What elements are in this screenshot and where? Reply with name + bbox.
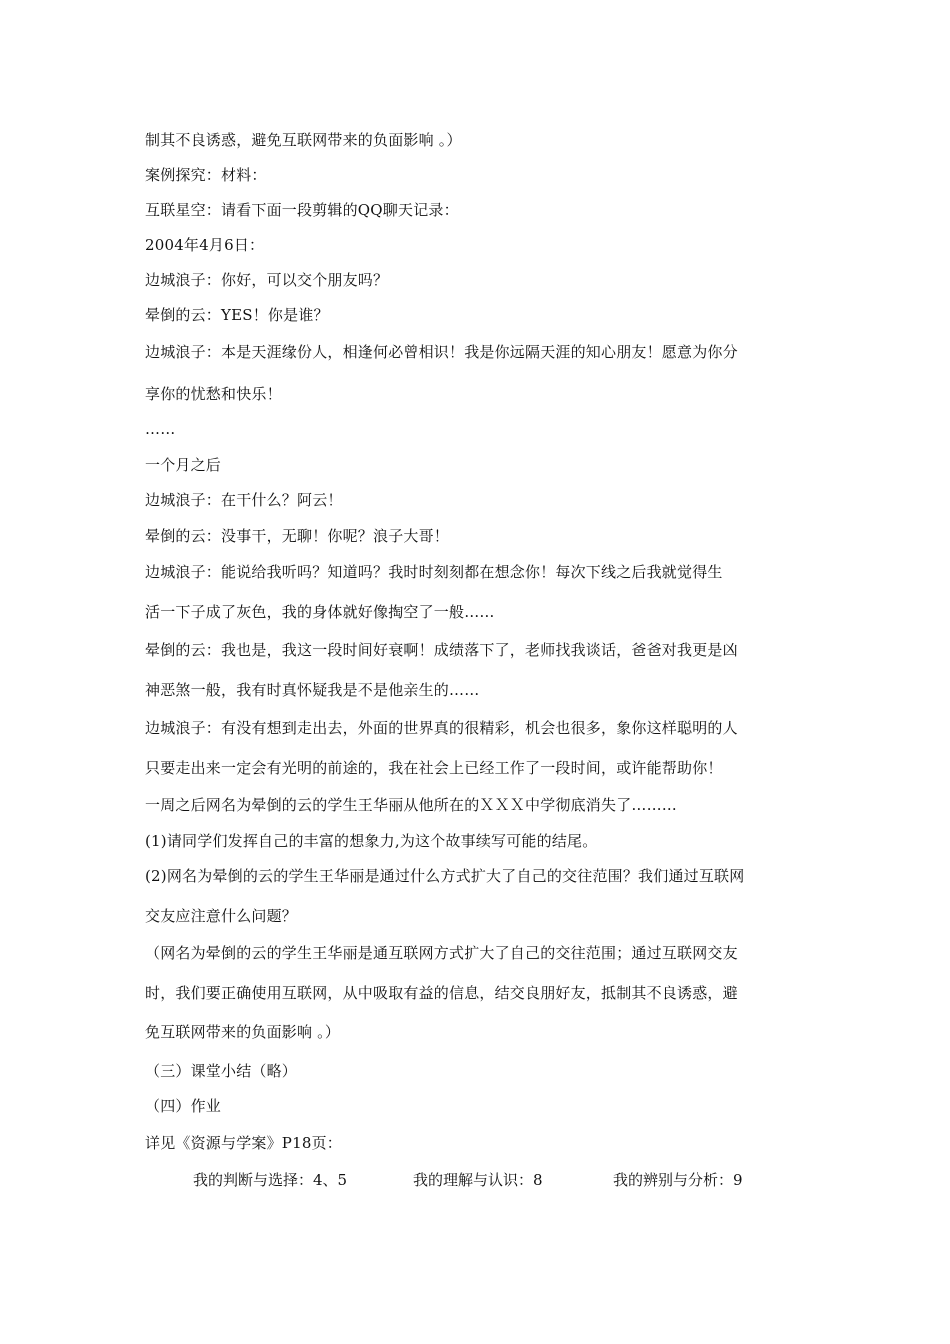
text-line: 享你的忧愁和快乐！ bbox=[145, 385, 282, 403]
text-line: 边城浪子：有没有想到走出去，外面的世界真的很精彩，机会也很多，象你这样聪明的人 bbox=[145, 719, 738, 737]
text-line: 晕倒的云：我也是，我这一段时间好衰啊！成绩落下了，老师找我谈话，爸爸对我更是凶 bbox=[145, 641, 738, 659]
text-line: 边城浪子：本是天涯缘份人，相逢何必曾相识！我是你远隔天涯的知心朋友！愿意为你分 bbox=[145, 343, 738, 361]
homework-item: 我的判断与选择：4、5 bbox=[193, 1171, 348, 1189]
text-line: 一个月之后 bbox=[145, 456, 222, 474]
text-line: 活一下子成了灰色，我的身体就好像掏空了一般…… bbox=[145, 603, 495, 621]
text-line: 神恶煞一般，我有时真怀疑我是不是他亲生的…… bbox=[145, 681, 480, 699]
homework-item: 我的辨别与分析：9 bbox=[613, 1171, 743, 1189]
text-line: 2004年4月6日： bbox=[145, 236, 265, 254]
section-heading: （四）作业 bbox=[145, 1097, 222, 1115]
text-line: 时，我们要正确使用互联网，从中吸取有益的信息，结交良朋好友，抵制其不良诱惑，避 bbox=[145, 984, 738, 1002]
text-line: 案例探究：材料： bbox=[145, 166, 267, 184]
text-line: 边城浪子：在干什么？阿云！ bbox=[145, 491, 343, 509]
text-line: 详见《资源与学案》P18页： bbox=[145, 1134, 342, 1152]
text-line: 边城浪子：能说给我听吗？知道吗？我时时刻刻都在想念你！每次下线之后我就觉得生 bbox=[145, 563, 723, 581]
text-line: （网名为晕倒的云的学生王华丽是通互联网方式扩大了自己的交往范围；通过互联网交友 bbox=[145, 944, 738, 962]
text-line: 边城浪子：你好，可以交个朋友吗？ bbox=[145, 271, 389, 289]
text-line: 一周之后网名为晕倒的云的学生王华丽从他所在的ＸＸＸ中学彻底消失了……… bbox=[145, 796, 678, 814]
text-line: (1)请同学们发挥自己的丰富的想象力,为这个故事续写可能的结尾。 bbox=[145, 832, 598, 850]
text-line: (2)网名为晕倒的云的学生王华丽是通过什么方式扩大了自己的交往范围？我们通过互联网 bbox=[145, 867, 745, 885]
homework-item: 我的理解与认识：8 bbox=[413, 1171, 543, 1189]
text-line: 免互联网带来的负面影响 。） bbox=[145, 1023, 341, 1041]
section-heading: （三）课堂小结（略） bbox=[145, 1062, 298, 1080]
text-line: 交友应注意什么问题？ bbox=[145, 907, 298, 925]
text-line: 晕倒的云：YES！你是谁？ bbox=[145, 306, 329, 324]
text-line: …… bbox=[145, 420, 176, 438]
text-line: 晕倒的云：没事干，无聊！你呢？浪子大哥！ bbox=[145, 527, 450, 545]
text-line: 只要走出来一定会有光明的前途的，我在社会上已经工作了一段时间，或许能帮助你！ bbox=[145, 759, 723, 777]
text-line: 制其不良诱惑，避免互联网带来的负面影响 。） bbox=[145, 131, 462, 149]
text-line: 互联星空：请看下面一段剪辑的QQ聊天记录： bbox=[145, 201, 459, 219]
